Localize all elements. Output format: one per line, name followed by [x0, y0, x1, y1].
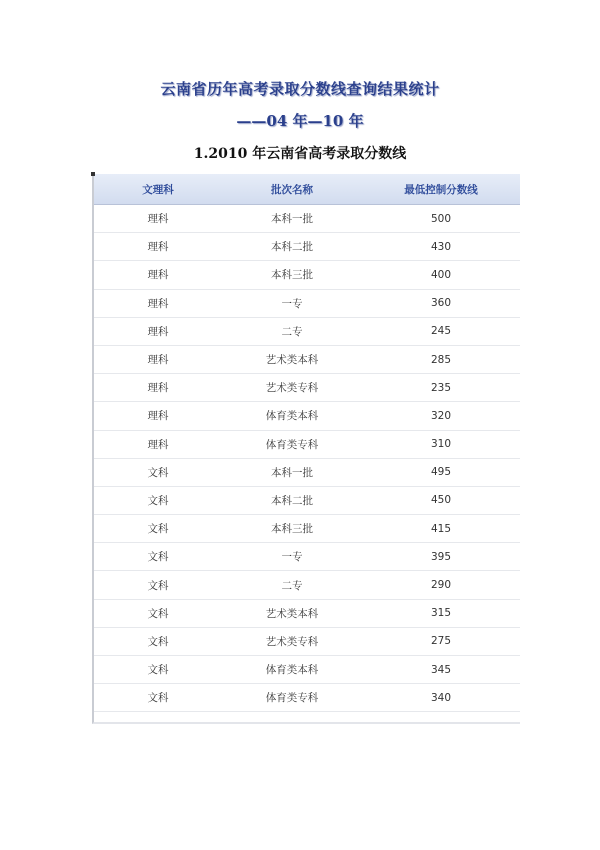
cell-subject-type: 文科 — [94, 515, 222, 543]
cell-min-score: 310 — [362, 430, 520, 458]
cell-subject-type: 理科 — [94, 345, 222, 373]
header-batch-name: 批次名称 — [222, 174, 362, 205]
cell-min-score: 495 — [362, 458, 520, 486]
table-row — [94, 656, 520, 684]
header-subject-type: 文理科 — [94, 174, 222, 205]
table-row — [94, 402, 520, 430]
table-row — [94, 627, 520, 655]
cell-min-score: 285 — [362, 345, 520, 373]
document-subtitle: ——04 年—10 年 — [236, 112, 364, 130]
cell-subject-type: 文科 — [94, 627, 222, 655]
cell-subject-type: 文科 — [94, 656, 222, 684]
table-body — [94, 205, 520, 712]
cell-subject-type: 理科 — [94, 402, 222, 430]
cell-batch-name: 本科三批 — [222, 515, 362, 543]
cell-min-score: 430 — [362, 233, 520, 261]
cell-batch-name: 体育类专科 — [222, 430, 362, 458]
table-row — [94, 345, 520, 373]
cell-batch-name: 体育类专科 — [222, 684, 362, 712]
cell-batch-name: 艺术类本科 — [222, 599, 362, 627]
table-row — [94, 430, 520, 458]
table-row — [94, 486, 520, 514]
cell-batch-name: 本科二批 — [222, 486, 362, 514]
cell-subject-type: 文科 — [94, 599, 222, 627]
cell-min-score: 395 — [362, 543, 520, 571]
cell-subject-type: 文科 — [94, 543, 222, 571]
header-min-score: 最低控制分数线 — [362, 174, 520, 205]
cell-subject-type: 理科 — [94, 233, 222, 261]
table-row — [94, 289, 520, 317]
table-row — [94, 261, 520, 289]
table-row — [94, 543, 520, 571]
table-row — [94, 684, 520, 712]
score-table — [94, 174, 520, 712]
cell-batch-name: 艺术类本科 — [222, 345, 362, 373]
cell-subject-type: 理科 — [94, 317, 222, 345]
table-row — [94, 233, 520, 261]
cell-batch-name: 本科三批 — [222, 261, 362, 289]
table-row — [94, 458, 520, 486]
cell-min-score: 400 — [362, 261, 520, 289]
cell-min-score: 245 — [362, 317, 520, 345]
table-row — [94, 515, 520, 543]
cell-batch-name: 本科二批 — [222, 233, 362, 261]
cell-subject-type: 理科 — [94, 374, 222, 402]
section-heading: 1.2010 年云南省高考录取分数线 — [193, 146, 407, 162]
cell-min-score: 450 — [362, 486, 520, 514]
cell-subject-type: 理科 — [94, 430, 222, 458]
corner-mark — [91, 172, 95, 176]
cell-batch-name: 一专 — [222, 289, 362, 317]
cell-subject-type: 理科 — [94, 205, 222, 233]
cell-min-score: 315 — [362, 599, 520, 627]
cell-subject-type: 理科 — [94, 261, 222, 289]
cell-min-score: 340 — [362, 684, 520, 712]
cell-min-score: 235 — [362, 374, 520, 402]
cell-subject-type: 文科 — [94, 571, 222, 599]
cell-subject-type: 文科 — [94, 684, 222, 712]
cell-min-score: 500 — [362, 205, 520, 233]
cell-batch-name: 体育类本科 — [222, 402, 362, 430]
cell-subject-type: 文科 — [94, 486, 222, 514]
score-table-container — [92, 174, 520, 724]
cell-subject-type: 理科 — [94, 289, 222, 317]
cell-batch-name: 体育类本科 — [222, 656, 362, 684]
cell-min-score: 345 — [362, 656, 520, 684]
table-row — [94, 599, 520, 627]
table-row — [94, 205, 520, 233]
cell-batch-name: 二专 — [222, 571, 362, 599]
cell-min-score: 290 — [362, 571, 520, 599]
cell-batch-name: 艺术类专科 — [222, 374, 362, 402]
cell-batch-name: 本科一批 — [222, 205, 362, 233]
cell-batch-name: 一专 — [222, 543, 362, 571]
cell-min-score: 275 — [362, 627, 520, 655]
cell-batch-name: 艺术类专科 — [222, 627, 362, 655]
table-row — [94, 571, 520, 599]
cell-batch-name: 二专 — [222, 317, 362, 345]
cell-min-score: 415 — [362, 515, 520, 543]
cell-subject-type: 文科 — [94, 458, 222, 486]
table-row — [94, 317, 520, 345]
table-header-row — [94, 174, 520, 205]
cell-min-score: 360 — [362, 289, 520, 317]
table-row — [94, 374, 520, 402]
document-title: 云南省历年高考录取分数线查询结果统计 — [160, 80, 440, 98]
cell-batch-name: 本科一批 — [222, 458, 362, 486]
cell-min-score: 320 — [362, 402, 520, 430]
